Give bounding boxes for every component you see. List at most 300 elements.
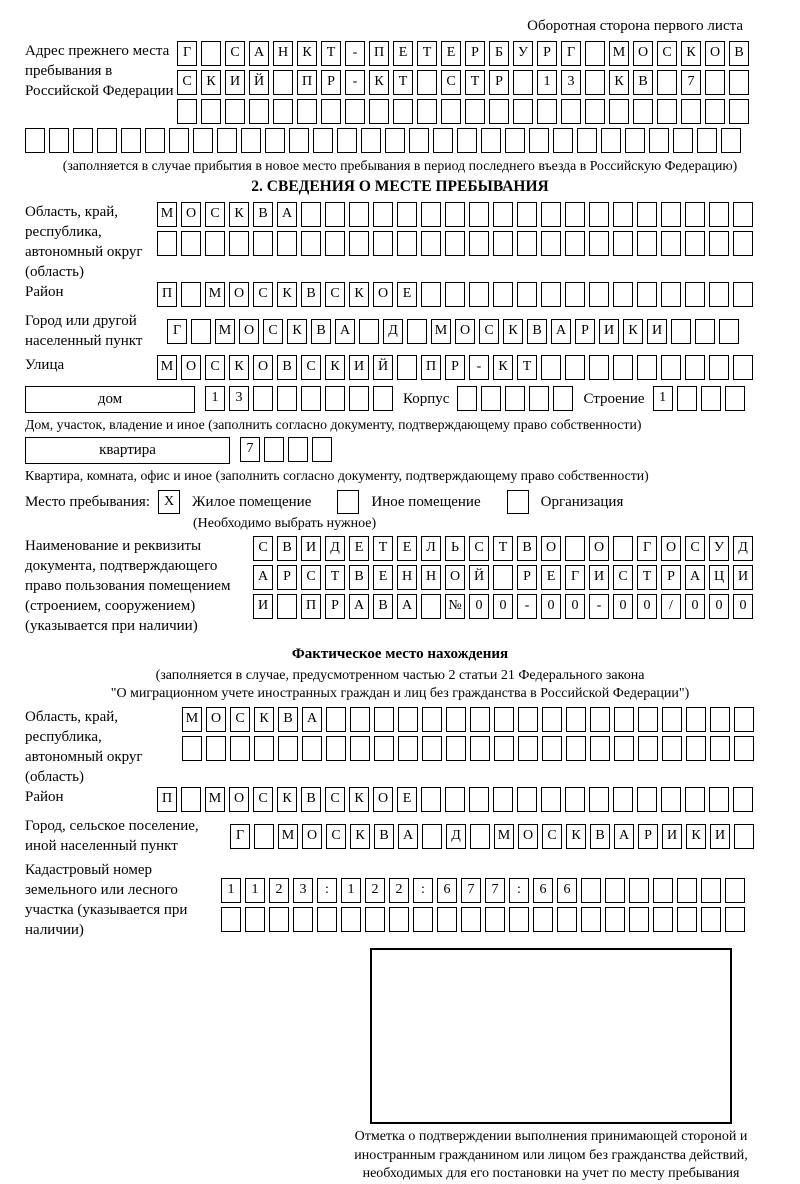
- char-cell[interactable]: [581, 907, 601, 932]
- char-cell[interactable]: [245, 907, 265, 932]
- char-cell[interactable]: [709, 282, 729, 307]
- char-cell[interactable]: 0: [733, 594, 753, 619]
- char-cell[interactable]: К: [297, 41, 317, 66]
- char-cell[interactable]: 3: [293, 878, 313, 903]
- char-cell[interactable]: 7: [240, 437, 260, 462]
- char-cell[interactable]: Р: [638, 824, 658, 849]
- char-cell[interactable]: К: [277, 787, 297, 812]
- char-cell[interactable]: [217, 128, 237, 153]
- char-cell[interactable]: [121, 128, 141, 153]
- char-cell[interactable]: [566, 707, 586, 732]
- char-cell[interactable]: [457, 386, 477, 411]
- char-cell[interactable]: [301, 202, 321, 227]
- char-cell[interactable]: [181, 787, 201, 812]
- char-cell[interactable]: [469, 787, 489, 812]
- char-cell[interactable]: Е: [397, 787, 417, 812]
- char-cell[interactable]: М: [182, 707, 202, 732]
- char-cell[interactable]: [422, 707, 442, 732]
- char-cell[interactable]: [613, 787, 633, 812]
- char-cell[interactable]: [301, 231, 321, 256]
- char-cell[interactable]: -: [345, 70, 365, 95]
- char-cell[interactable]: [254, 736, 274, 761]
- char-cell[interactable]: С: [253, 536, 273, 561]
- char-cell[interactable]: [565, 355, 585, 380]
- char-cell[interactable]: [613, 202, 633, 227]
- char-cell[interactable]: -: [469, 355, 489, 380]
- char-cell[interactable]: [417, 70, 437, 95]
- char-cell[interactable]: [614, 707, 634, 732]
- char-cell[interactable]: 1: [205, 386, 225, 411]
- char-cell[interactable]: О: [302, 824, 322, 849]
- char-cell[interactable]: В: [729, 41, 749, 66]
- char-cell[interactable]: [73, 128, 93, 153]
- char-cell[interactable]: [273, 99, 293, 124]
- char-cell[interactable]: /: [661, 594, 681, 619]
- char-cell[interactable]: К: [229, 355, 249, 380]
- char-cell[interactable]: 7: [461, 878, 481, 903]
- char-cell[interactable]: [230, 736, 250, 761]
- char-cell[interactable]: [481, 128, 501, 153]
- char-cell[interactable]: 0: [709, 594, 729, 619]
- char-cell[interactable]: И: [301, 536, 321, 561]
- char-cell[interactable]: К: [349, 282, 369, 307]
- char-cell[interactable]: [589, 282, 609, 307]
- char-cell[interactable]: [542, 736, 562, 761]
- char-cell[interactable]: Т: [373, 536, 393, 561]
- char-cell[interactable]: [609, 99, 629, 124]
- char-cell[interactable]: П: [301, 594, 321, 619]
- char-cell[interactable]: [349, 386, 369, 411]
- char-cell[interactable]: К: [623, 319, 643, 344]
- char-cell[interactable]: 6: [437, 878, 457, 903]
- char-cell[interactable]: [518, 707, 538, 732]
- char-cell[interactable]: И: [710, 824, 730, 849]
- char-cell[interactable]: [389, 907, 409, 932]
- char-cell[interactable]: [517, 202, 537, 227]
- char-cell[interactable]: [709, 202, 729, 227]
- char-cell[interactable]: [613, 536, 633, 561]
- char-cell[interactable]: [277, 386, 297, 411]
- char-cell[interactable]: И: [253, 594, 273, 619]
- char-cell[interactable]: [733, 231, 753, 256]
- char-cell[interactable]: [201, 99, 221, 124]
- char-cell[interactable]: Й: [373, 355, 393, 380]
- char-cell[interactable]: А: [397, 594, 417, 619]
- char-cell[interactable]: О: [661, 536, 681, 561]
- char-cell[interactable]: [409, 128, 429, 153]
- char-cell[interactable]: [529, 386, 549, 411]
- char-cell[interactable]: [671, 319, 691, 344]
- char-cell[interactable]: 1: [537, 70, 557, 95]
- char-cell[interactable]: 7: [681, 70, 701, 95]
- char-cell[interactable]: [589, 231, 609, 256]
- char-cell[interactable]: [673, 128, 693, 153]
- char-cell[interactable]: [710, 736, 730, 761]
- char-cell[interactable]: [637, 202, 657, 227]
- char-cell[interactable]: В: [277, 355, 297, 380]
- char-cell[interactable]: 0: [541, 594, 561, 619]
- char-cell[interactable]: О: [206, 707, 226, 732]
- char-cell[interactable]: Р: [489, 70, 509, 95]
- char-cell[interactable]: П: [369, 41, 389, 66]
- char-cell[interactable]: [494, 707, 514, 732]
- char-cell[interactable]: [605, 907, 625, 932]
- char-cell[interactable]: [709, 355, 729, 380]
- char-cell[interactable]: [229, 231, 249, 256]
- char-cell[interactable]: [637, 355, 657, 380]
- char-cell[interactable]: [685, 355, 705, 380]
- char-cell[interactable]: Р: [277, 565, 297, 590]
- char-cell[interactable]: [445, 231, 465, 256]
- char-cell[interactable]: [541, 231, 561, 256]
- char-cell[interactable]: 0: [613, 594, 633, 619]
- char-cell[interactable]: 0: [469, 594, 489, 619]
- char-cell[interactable]: [374, 736, 394, 761]
- char-cell[interactable]: С: [441, 70, 461, 95]
- char-cell[interactable]: [661, 355, 681, 380]
- char-cell[interactable]: [733, 202, 753, 227]
- char-cell[interactable]: Л: [421, 536, 441, 561]
- char-cell[interactable]: [638, 736, 658, 761]
- char-cell[interactable]: 1: [653, 386, 673, 411]
- char-cell[interactable]: А: [253, 565, 273, 590]
- char-cell[interactable]: О: [239, 319, 259, 344]
- char-cell[interactable]: [313, 128, 333, 153]
- char-cell[interactable]: [373, 386, 393, 411]
- char-cell[interactable]: [349, 231, 369, 256]
- char-cell[interactable]: [601, 128, 621, 153]
- char-cell[interactable]: В: [301, 787, 321, 812]
- char-cell[interactable]: [590, 736, 610, 761]
- char-cell[interactable]: К: [686, 824, 706, 849]
- char-cell[interactable]: В: [349, 565, 369, 590]
- char-cell[interactable]: Д: [446, 824, 466, 849]
- char-cell[interactable]: С: [301, 565, 321, 590]
- char-cell[interactable]: А: [551, 319, 571, 344]
- char-cell[interactable]: [193, 128, 213, 153]
- char-cell[interactable]: [254, 824, 274, 849]
- char-cell[interactable]: 0: [493, 594, 513, 619]
- char-cell[interactable]: [517, 787, 537, 812]
- char-cell[interactable]: С: [469, 536, 489, 561]
- char-cell[interactable]: [734, 824, 754, 849]
- char-cell[interactable]: [481, 386, 501, 411]
- char-cell[interactable]: -: [345, 41, 365, 66]
- char-cell[interactable]: [685, 231, 705, 256]
- char-cell[interactable]: [446, 736, 466, 761]
- char-cell[interactable]: Н: [421, 565, 441, 590]
- char-cell[interactable]: С: [253, 787, 273, 812]
- char-cell[interactable]: К: [254, 707, 274, 732]
- char-cell[interactable]: Ь: [445, 536, 465, 561]
- char-cell[interactable]: [325, 386, 345, 411]
- char-cell[interactable]: Е: [373, 565, 393, 590]
- char-cell[interactable]: [493, 565, 513, 590]
- char-cell[interactable]: [710, 707, 730, 732]
- char-cell[interactable]: М: [609, 41, 629, 66]
- char-cell[interactable]: [470, 707, 490, 732]
- char-cell[interactable]: [373, 202, 393, 227]
- char-cell[interactable]: М: [157, 202, 177, 227]
- char-cell[interactable]: [369, 99, 389, 124]
- char-cell[interactable]: Т: [637, 565, 657, 590]
- char-cell[interactable]: [49, 128, 69, 153]
- apartment-field-box[interactable]: квартира: [25, 437, 230, 464]
- char-cell[interactable]: [613, 231, 633, 256]
- char-cell[interactable]: [277, 231, 297, 256]
- char-cell[interactable]: Р: [575, 319, 595, 344]
- char-cell[interactable]: Н: [273, 41, 293, 66]
- char-cell[interactable]: [629, 907, 649, 932]
- char-cell[interactable]: [541, 355, 561, 380]
- char-cell[interactable]: [734, 707, 754, 732]
- char-cell[interactable]: К: [350, 824, 370, 849]
- char-cell[interactable]: [397, 355, 417, 380]
- char-cell[interactable]: [565, 536, 585, 561]
- char-cell[interactable]: А: [398, 824, 418, 849]
- char-cell[interactable]: К: [493, 355, 513, 380]
- char-cell[interactable]: [177, 99, 197, 124]
- char-cell[interactable]: И: [225, 70, 245, 95]
- char-cell[interactable]: Р: [325, 594, 345, 619]
- char-cell[interactable]: 3: [561, 70, 581, 95]
- char-cell[interactable]: [374, 707, 394, 732]
- char-cell[interactable]: [517, 231, 537, 256]
- char-cell[interactable]: 2: [389, 878, 409, 903]
- char-cell[interactable]: С: [253, 282, 273, 307]
- char-cell[interactable]: 1: [341, 878, 361, 903]
- char-cell[interactable]: [493, 202, 513, 227]
- char-cell[interactable]: Р: [445, 355, 465, 380]
- char-cell[interactable]: А: [335, 319, 355, 344]
- stay-type-checkbox-residential[interactable]: X: [158, 490, 180, 514]
- char-cell[interactable]: [685, 282, 705, 307]
- char-cell[interactable]: В: [374, 824, 394, 849]
- char-cell[interactable]: :: [413, 878, 433, 903]
- char-cell[interactable]: [613, 282, 633, 307]
- char-cell[interactable]: [681, 99, 701, 124]
- char-cell[interactable]: Б: [489, 41, 509, 66]
- char-cell[interactable]: С: [325, 282, 345, 307]
- char-cell[interactable]: [701, 907, 721, 932]
- char-cell[interactable]: В: [633, 70, 653, 95]
- char-cell[interactable]: [413, 907, 433, 932]
- char-cell[interactable]: К: [287, 319, 307, 344]
- char-cell[interactable]: Г: [167, 319, 187, 344]
- char-cell[interactable]: [653, 907, 673, 932]
- char-cell[interactable]: [517, 282, 537, 307]
- char-cell[interactable]: 1: [221, 878, 241, 903]
- char-cell[interactable]: [470, 736, 490, 761]
- char-cell[interactable]: П: [157, 787, 177, 812]
- char-cell[interactable]: [25, 128, 45, 153]
- char-cell[interactable]: [701, 386, 721, 411]
- char-cell[interactable]: [719, 319, 739, 344]
- char-cell[interactable]: С: [685, 536, 705, 561]
- char-cell[interactable]: [317, 907, 337, 932]
- char-cell[interactable]: [485, 907, 505, 932]
- char-cell[interactable]: [518, 736, 538, 761]
- char-cell[interactable]: [493, 231, 513, 256]
- char-cell[interactable]: [565, 202, 585, 227]
- char-cell[interactable]: :: [317, 878, 337, 903]
- char-cell[interactable]: [441, 99, 461, 124]
- char-cell[interactable]: [709, 231, 729, 256]
- char-cell[interactable]: [421, 202, 441, 227]
- char-cell[interactable]: [345, 99, 365, 124]
- char-cell[interactable]: [417, 99, 437, 124]
- char-cell[interactable]: [677, 386, 697, 411]
- char-cell[interactable]: [725, 907, 745, 932]
- char-cell[interactable]: С: [657, 41, 677, 66]
- char-cell[interactable]: 7: [485, 878, 505, 903]
- char-cell[interactable]: 0: [685, 594, 705, 619]
- char-cell[interactable]: Д: [733, 536, 753, 561]
- char-cell[interactable]: [349, 202, 369, 227]
- char-cell[interactable]: [297, 99, 317, 124]
- char-cell[interactable]: [265, 128, 285, 153]
- char-cell[interactable]: [685, 202, 705, 227]
- char-cell[interactable]: [269, 907, 289, 932]
- char-cell[interactable]: [350, 707, 370, 732]
- char-cell[interactable]: С: [613, 565, 633, 590]
- char-cell[interactable]: [397, 231, 417, 256]
- char-cell[interactable]: И: [349, 355, 369, 380]
- char-cell[interactable]: [249, 99, 269, 124]
- char-cell[interactable]: [657, 70, 677, 95]
- char-cell[interactable]: [264, 437, 284, 462]
- char-cell[interactable]: Е: [393, 41, 413, 66]
- char-cell[interactable]: [493, 282, 513, 307]
- char-cell[interactable]: М: [205, 282, 225, 307]
- char-cell[interactable]: О: [589, 536, 609, 561]
- char-cell[interactable]: С: [479, 319, 499, 344]
- char-cell[interactable]: [350, 736, 370, 761]
- char-cell[interactable]: В: [590, 824, 610, 849]
- char-cell[interactable]: [513, 70, 533, 95]
- char-cell[interactable]: В: [253, 202, 273, 227]
- char-cell[interactable]: О: [541, 536, 561, 561]
- char-cell[interactable]: [421, 594, 441, 619]
- char-cell[interactable]: В: [277, 536, 297, 561]
- char-cell[interactable]: [241, 128, 261, 153]
- char-cell[interactable]: [585, 70, 605, 95]
- char-cell[interactable]: [633, 99, 653, 124]
- char-cell[interactable]: П: [157, 282, 177, 307]
- char-cell[interactable]: [293, 907, 313, 932]
- char-cell[interactable]: [278, 736, 298, 761]
- char-cell[interactable]: [661, 202, 681, 227]
- char-cell[interactable]: И: [647, 319, 667, 344]
- char-cell[interactable]: А: [249, 41, 269, 66]
- char-cell[interactable]: [494, 736, 514, 761]
- char-cell[interactable]: [677, 907, 697, 932]
- char-cell[interactable]: [445, 282, 465, 307]
- char-cell[interactable]: К: [349, 787, 369, 812]
- char-cell[interactable]: [533, 907, 553, 932]
- char-cell[interactable]: И: [733, 565, 753, 590]
- char-cell[interactable]: 2: [365, 878, 385, 903]
- char-cell[interactable]: Р: [537, 41, 557, 66]
- char-cell[interactable]: [398, 736, 418, 761]
- char-cell[interactable]: М: [157, 355, 177, 380]
- char-cell[interactable]: [289, 128, 309, 153]
- char-cell[interactable]: 6: [557, 878, 577, 903]
- char-cell[interactable]: У: [709, 536, 729, 561]
- char-cell[interactable]: [529, 128, 549, 153]
- char-cell[interactable]: В: [527, 319, 547, 344]
- char-cell[interactable]: [662, 707, 682, 732]
- char-cell[interactable]: [469, 282, 489, 307]
- char-cell[interactable]: С: [326, 824, 346, 849]
- char-cell[interactable]: К: [277, 282, 297, 307]
- char-cell[interactable]: [359, 319, 379, 344]
- char-cell[interactable]: К: [566, 824, 586, 849]
- char-cell[interactable]: [685, 787, 705, 812]
- char-cell[interactable]: [337, 128, 357, 153]
- char-cell[interactable]: [273, 70, 293, 95]
- char-cell[interactable]: В: [517, 536, 537, 561]
- char-cell[interactable]: Й: [469, 565, 489, 590]
- char-cell[interactable]: И: [599, 319, 619, 344]
- char-cell[interactable]: Е: [349, 536, 369, 561]
- char-cell[interactable]: С: [177, 70, 197, 95]
- char-cell[interactable]: А: [277, 202, 297, 227]
- char-cell[interactable]: С: [325, 787, 345, 812]
- char-cell[interactable]: [398, 707, 418, 732]
- char-cell[interactable]: Р: [465, 41, 485, 66]
- char-cell[interactable]: 0: [565, 594, 585, 619]
- char-cell[interactable]: -: [517, 594, 537, 619]
- char-cell[interactable]: [277, 594, 297, 619]
- char-cell[interactable]: [361, 128, 381, 153]
- char-cell[interactable]: Ц: [709, 565, 729, 590]
- char-cell[interactable]: [661, 787, 681, 812]
- char-cell[interactable]: [505, 386, 525, 411]
- char-cell[interactable]: Е: [441, 41, 461, 66]
- char-cell[interactable]: Т: [393, 70, 413, 95]
- char-cell[interactable]: [445, 202, 465, 227]
- char-cell[interactable]: [589, 787, 609, 812]
- char-cell[interactable]: [421, 231, 441, 256]
- char-cell[interactable]: С: [542, 824, 562, 849]
- char-cell[interactable]: С: [225, 41, 245, 66]
- char-cell[interactable]: [469, 202, 489, 227]
- char-cell[interactable]: [565, 282, 585, 307]
- char-cell[interactable]: Г: [565, 565, 585, 590]
- char-cell[interactable]: Т: [325, 565, 345, 590]
- char-cell[interactable]: :: [509, 878, 529, 903]
- char-cell[interactable]: В: [301, 282, 321, 307]
- char-cell[interactable]: [565, 787, 585, 812]
- char-cell[interactable]: [629, 878, 649, 903]
- char-cell[interactable]: Г: [561, 41, 581, 66]
- char-cell[interactable]: [393, 99, 413, 124]
- char-cell[interactable]: М: [431, 319, 451, 344]
- char-cell[interactable]: [505, 128, 525, 153]
- char-cell[interactable]: К: [503, 319, 523, 344]
- char-cell[interactable]: [705, 70, 725, 95]
- char-cell[interactable]: К: [609, 70, 629, 95]
- char-cell[interactable]: С: [205, 355, 225, 380]
- char-cell[interactable]: [312, 437, 332, 462]
- char-cell[interactable]: Й: [249, 70, 269, 95]
- char-cell[interactable]: [457, 128, 477, 153]
- char-cell[interactable]: О: [229, 282, 249, 307]
- char-cell[interactable]: [302, 736, 322, 761]
- char-cell[interactable]: Г: [230, 824, 250, 849]
- house-field-box[interactable]: дом: [25, 386, 195, 413]
